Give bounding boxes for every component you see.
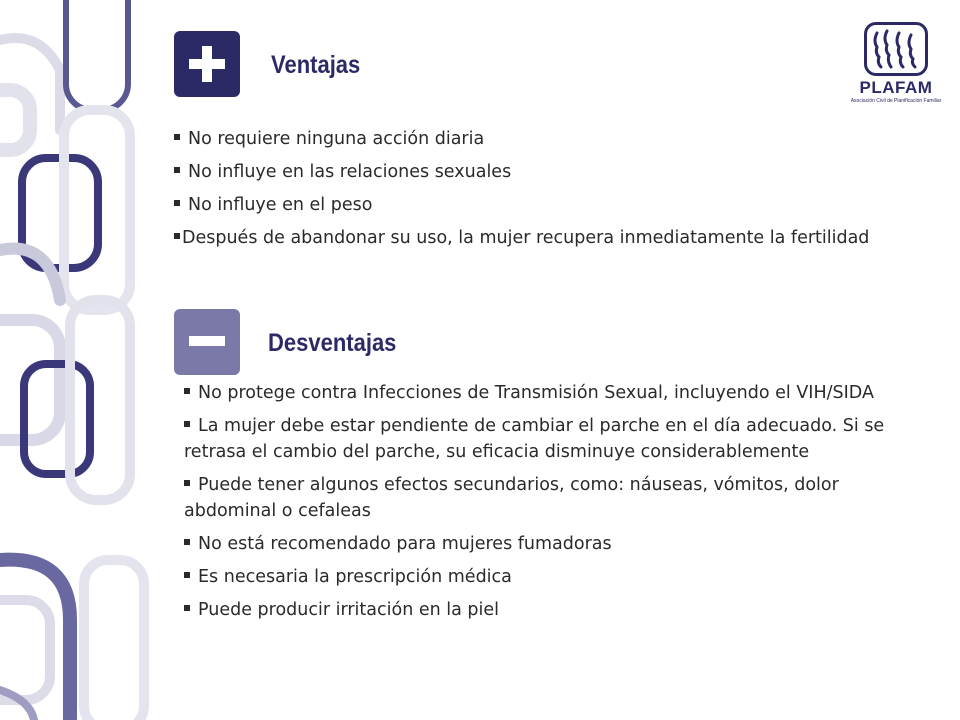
bullet-icon [184, 572, 190, 578]
list-item-text: No influye en las relaciones sexuales [188, 162, 512, 182]
list-item [184, 380, 904, 406]
bullet-icon [184, 388, 190, 394]
logo-wordmark: PLAFAM [859, 78, 933, 97]
bullet-icon [184, 421, 190, 427]
list-item [174, 126, 894, 152]
bullet-icon [174, 134, 180, 140]
logo-mark [864, 22, 928, 76]
list-item-text: No influye en el peso [188, 195, 373, 215]
plus-icon [187, 44, 227, 84]
list-item [184, 472, 904, 524]
list-item [184, 564, 904, 590]
bullet-icon [174, 200, 180, 206]
list-item-text: Puede producir irritación en la piel [198, 600, 500, 620]
list-item [184, 531, 904, 557]
ventajas-heading: Ventajas [271, 51, 361, 79]
list-item-text: No requiere ninguna acción diaria [188, 129, 485, 149]
bullet-icon [174, 167, 180, 173]
list-item [184, 597, 904, 623]
list-item-text: Después de abandonar su uso, la mujer recupera inmediatamente la fertilidad [182, 228, 870, 248]
list-item [174, 192, 894, 218]
desventajas-heading: Desventajas [268, 329, 397, 357]
list-item-text: No está recomendado para mujeres fumadoras [198, 534, 612, 554]
ventajas-list [174, 126, 894, 258]
bullet-icon [184, 605, 190, 611]
decorative-pattern [0, 0, 160, 720]
bullet-icon [184, 480, 190, 486]
list-item-text: No protege contra Infecciones de Transmisión Sexual, incluyendo el VIH/SIDA [198, 383, 874, 403]
bullet-icon [184, 539, 190, 545]
list-item-text: Es necesaria la prescripción médica [198, 567, 512, 587]
minus-icon-box [174, 309, 240, 375]
logo-faces-icon [867, 25, 925, 73]
minus-icon [187, 322, 227, 362]
plus-icon-box [174, 31, 240, 97]
logo-subtitle: Asociación Civil de Planificación Familiar [850, 98, 942, 104]
bullet-icon [174, 233, 180, 239]
list-item [184, 413, 904, 465]
list-item-text: La mujer debe estar pendiente de cambiar el parche en el día adecuado. Si se retrasa el cambio del parche, su eficacia disminuye considerablemente [184, 416, 885, 462]
list-item [174, 225, 894, 251]
plafam-logo [848, 22, 944, 108]
list-item [174, 159, 894, 185]
list-item-text: Puede tener algunos efectos secundarios, como: náuseas, vómitos, dolor abdominal o cefaleas [184, 475, 839, 521]
desventajas-list [184, 380, 904, 630]
